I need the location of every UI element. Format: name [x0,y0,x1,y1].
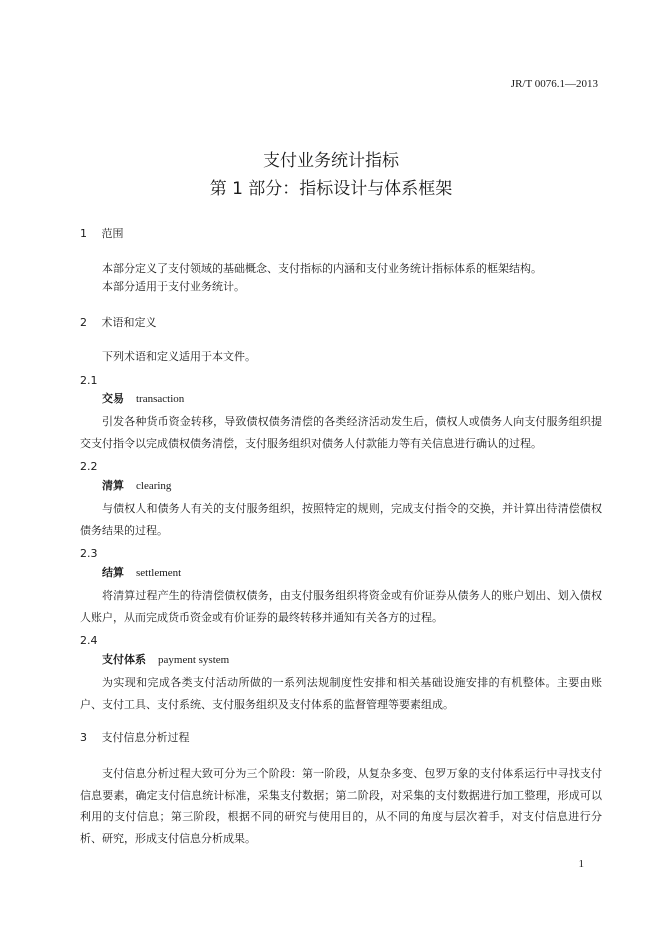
section-3-heading [80,729,190,745]
section-number: 2 [80,316,87,329]
term-en: payment system [158,654,230,666]
term-heading [102,477,171,493]
section-title: 范围 [101,227,124,240]
term-definition: 与债权人和债务人有关的支付服务组织，按照特定的规则，完成支付指令的交换，并计算出待清偿债权债务结果的过程。 [80,502,602,537]
term-number: 2.4 [80,634,98,647]
page-number: 1 [578,858,584,870]
section-title: 支付信息分析过程 [101,731,190,744]
term-heading [102,651,229,667]
term-heading [102,564,181,580]
section-title: 术语和定义 [101,316,157,329]
term-number: 2.1 [80,374,98,387]
term-zh: 清算 [102,479,124,492]
terms-intro: 下列术语和定义适用于本文件。 [102,350,256,363]
scope-paragraph-1: 本部分定义了支付领域的基础概念、支付指标的内涵和支付业务统计指标体系的框架结构。 [102,262,542,275]
term-heading [102,390,184,406]
term-zh: 交易 [102,392,124,405]
section-number: 3 [80,731,87,744]
term-en: settlement [136,567,182,579]
term-definition: 将清算过程产生的待清偿债权债务，由支付服务组织将资金或有价证券从债务人的账户划出、划入债权人账户，从而完成货币资金或有价证券的最终转移并通知有关各方的过程。 [80,589,602,624]
scope-paragraph-2: 本部分适用于支付业务统计。 [102,280,245,293]
standard-code: JR/T 0076.1—2013 [510,78,598,90]
section-number: 1 [80,227,87,240]
term-number: 2.3 [80,547,98,560]
term-definition: 引发各种货币资金转移，导致债权债务清偿的各类经济活动发生后，债权人或债务人向支付服务组织提交支付指令以完成债权债务清偿，支付服务组织对债务人付款能力等有关信息进行确认的过程。 [80,415,602,450]
doc-title: 支付业务统计指标 [263,151,399,171]
term-definition: 为实现和完成各类支付活动所做的一系列法规制度性安排和相关基础设施安排的有机整体。主要由账户、支付工具、支付系统、支付服务组织及支付体系的监督管理等要素组成。 [80,676,602,711]
analysis-paragraph: 支付信息分析过程大致可分为三个阶段：第一阶段，从复杂多变、包罗万象的支付体系运行中寻找支付信息要素，确定支付信息统计标准，采集支付数据；第二阶段，对采集的支付数据进行加工整理，形成可以利用的支付信息；第三阶段，根据不同的研究与使用目的，从不同的角度与层次着手，对支付信息进行分析、研究，形成支付信息分析成果。 [80,767,602,845]
doc-subtitle: 第 1 部分：指标设计与体系框架 [209,179,453,199]
section-1-heading [80,225,124,241]
term-en: clearing [136,480,172,492]
term-en: transaction [136,393,185,405]
term-number: 2.2 [80,460,98,473]
term-zh: 支付体系 [102,653,146,666]
section-2-heading [80,314,157,330]
term-zh: 结算 [102,566,124,579]
